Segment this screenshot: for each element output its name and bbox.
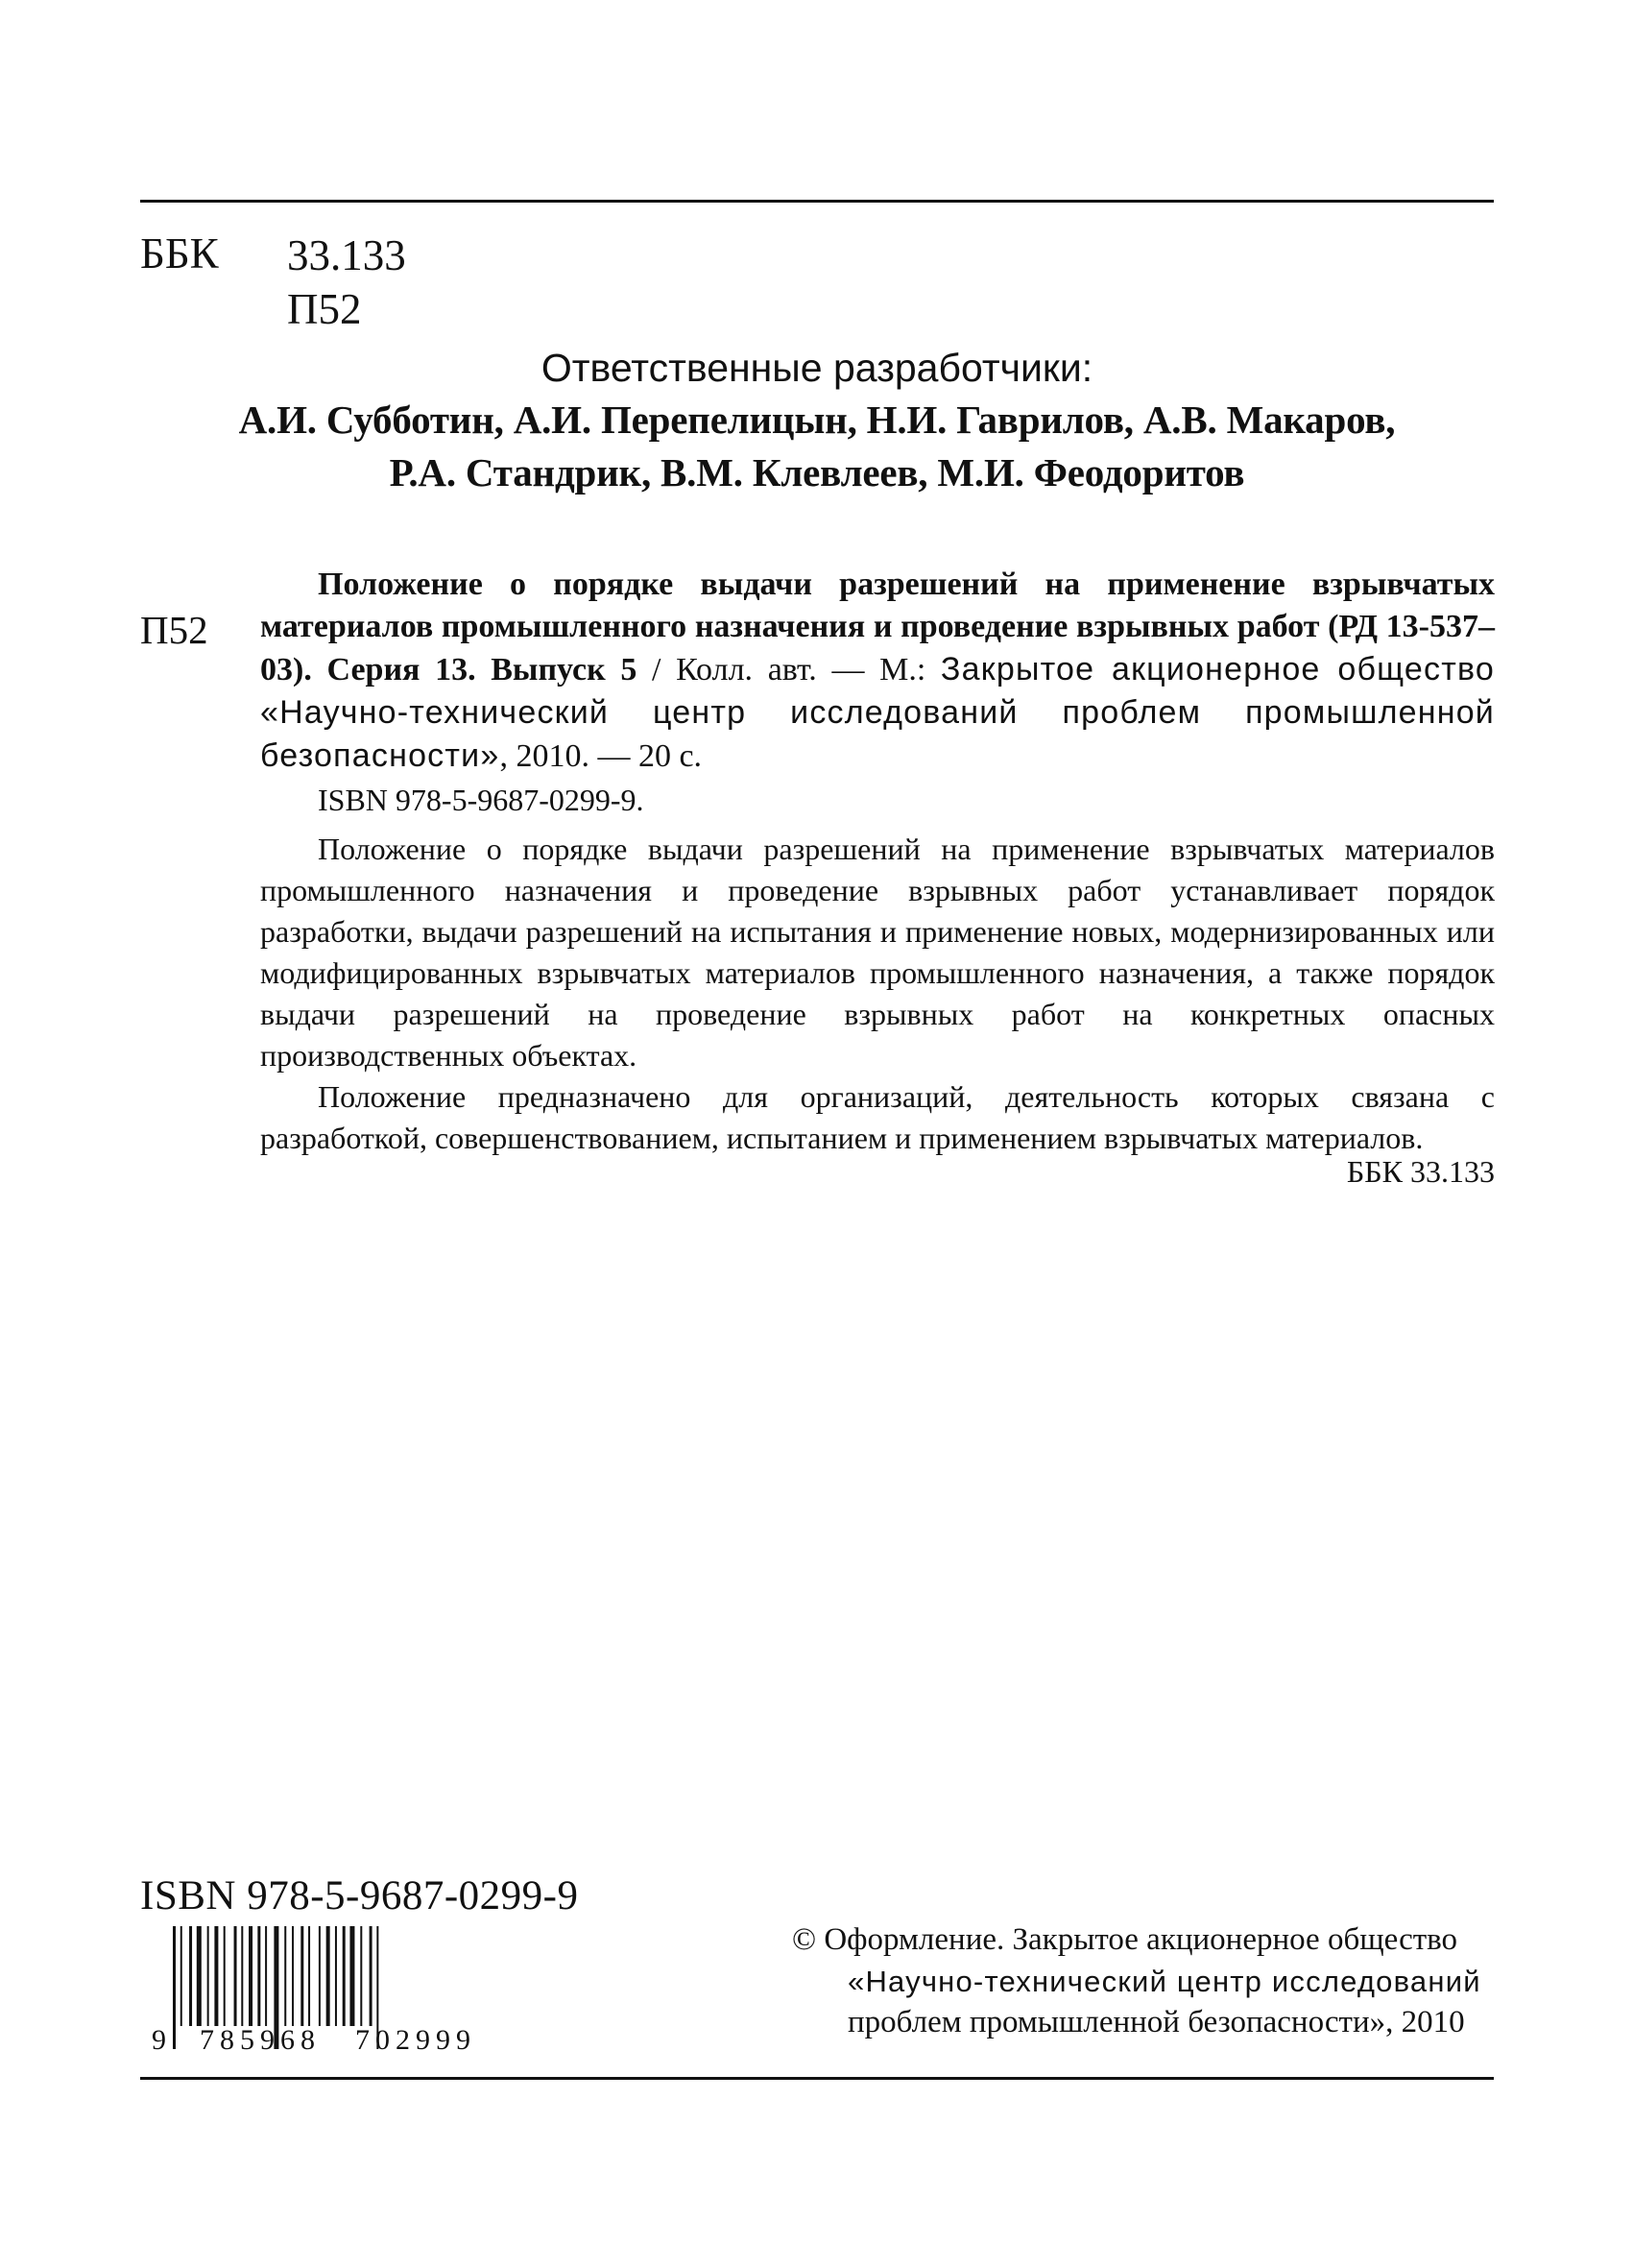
barcode-bar [197,1926,202,2026]
barcode-bar [214,1926,218,2026]
barcode-bar [360,1926,362,2026]
abstract [260,829,1495,1159]
author-mark: П52 [287,285,362,333]
copyright-block [792,1919,1495,2043]
developers-title: Ответственные разработчики: [540,346,1093,390]
catalog-responsibility: / Колл. авт. — М.: [636,652,941,688]
top-rule [140,200,1494,203]
barcode-bar [292,1926,294,2026]
catalog-mark: П52 [140,608,208,652]
barcode-bar [284,1926,286,2026]
abstract-paragraph-2: Положение предназначено для организаций, деятельность которых связана с разработкой, совершенствованием, испытанием и применением взрывчатых материалов. [260,1079,1495,1155]
barcode-bar [257,1926,260,2026]
catalog-publisher: Закрытое акционерное общество «Научно-технический центр исследований проблем промышленной безопасности» [260,651,1495,774]
catalog-title: Положение о порядке выдачи разрешений на применение взрывчатых материалов промышленного назначения и проведение взрывных работ (РД 13-537–03). Серия 13. Выпуск 5 [260,567,1495,688]
barcode-bar [349,1926,354,2026]
bbk-code: 33.133 [287,231,406,279]
catalog-year-pages: , 2010. — 20 с. [499,738,703,774]
barcode-bar [326,1926,330,2026]
bbk-footer: ББК 33.133 [1346,1154,1495,1189]
barcode-isbn-label: ISBN 978-5-9687-0299-9 [140,1873,579,1918]
barcode-bar [189,1926,192,2026]
bbk-code-block [287,229,406,336]
barcode-bar [224,1926,226,2026]
barcode-bar [173,1926,176,2049]
copyright-line-1: © Оформление. Закрытое акционерное общество [792,1922,1458,1957]
abstract-paragraph-1: Положение о порядке выдачи разрешений на применение взрывчатых материалов промышленного назначения и проведение взрывных работ устанавливает порядок разработки, выдачи разрешений на испытания и применение новых, модернизированных или модифицированных взрывчатых материалов промышленного назначения, а также порядок выдачи разрешений на проведение взрывных работ на конкретных опасных производственных объектах. [260,832,1495,1073]
developers-names-line1: А.И. Субботин, А.И. Перепелицын, Н.И. Гаврилов, А.В. Макаров, [238,398,1396,442]
barcode-bar [234,1926,237,2026]
developers-names-line2: Р.А. Стандрик, В.М. Клевлеев, М.И. Феодоритов [389,450,1245,495]
barcode-bar [308,1926,310,2026]
barcode-bar [249,1926,252,2026]
copyright-line-3: проблем промышленной безопасности», 2010 [848,2005,1465,2039]
barcode-bar [265,1926,267,2026]
barcode-bar [180,1926,182,2026]
barcode-bar [343,1926,346,2026]
developers-block [140,342,1494,499]
isbn-barcode [140,1926,543,2051]
bottom-rule [140,2077,1494,2080]
barcode-digits: 785968 [200,2024,321,2051]
catalog-entry [260,564,1495,778]
barcode-digits: 702999 [355,2024,476,2051]
barcode-bar [319,1926,321,2026]
catalog-isbn: ISBN 978-5-9687-0299-9. [318,783,644,817]
bbk-label: ББК [140,229,219,277]
barcode-digits: 9 [152,2024,166,2051]
barcode-bar [300,1926,303,2026]
barcode-bar [370,1926,372,2026]
copyright-line-2: «Научно-технический центр исследований [848,1965,1481,1998]
barcode-bar [335,1926,337,2026]
barcode-bar [207,1926,209,2026]
barcode-bar [241,1926,243,2026]
